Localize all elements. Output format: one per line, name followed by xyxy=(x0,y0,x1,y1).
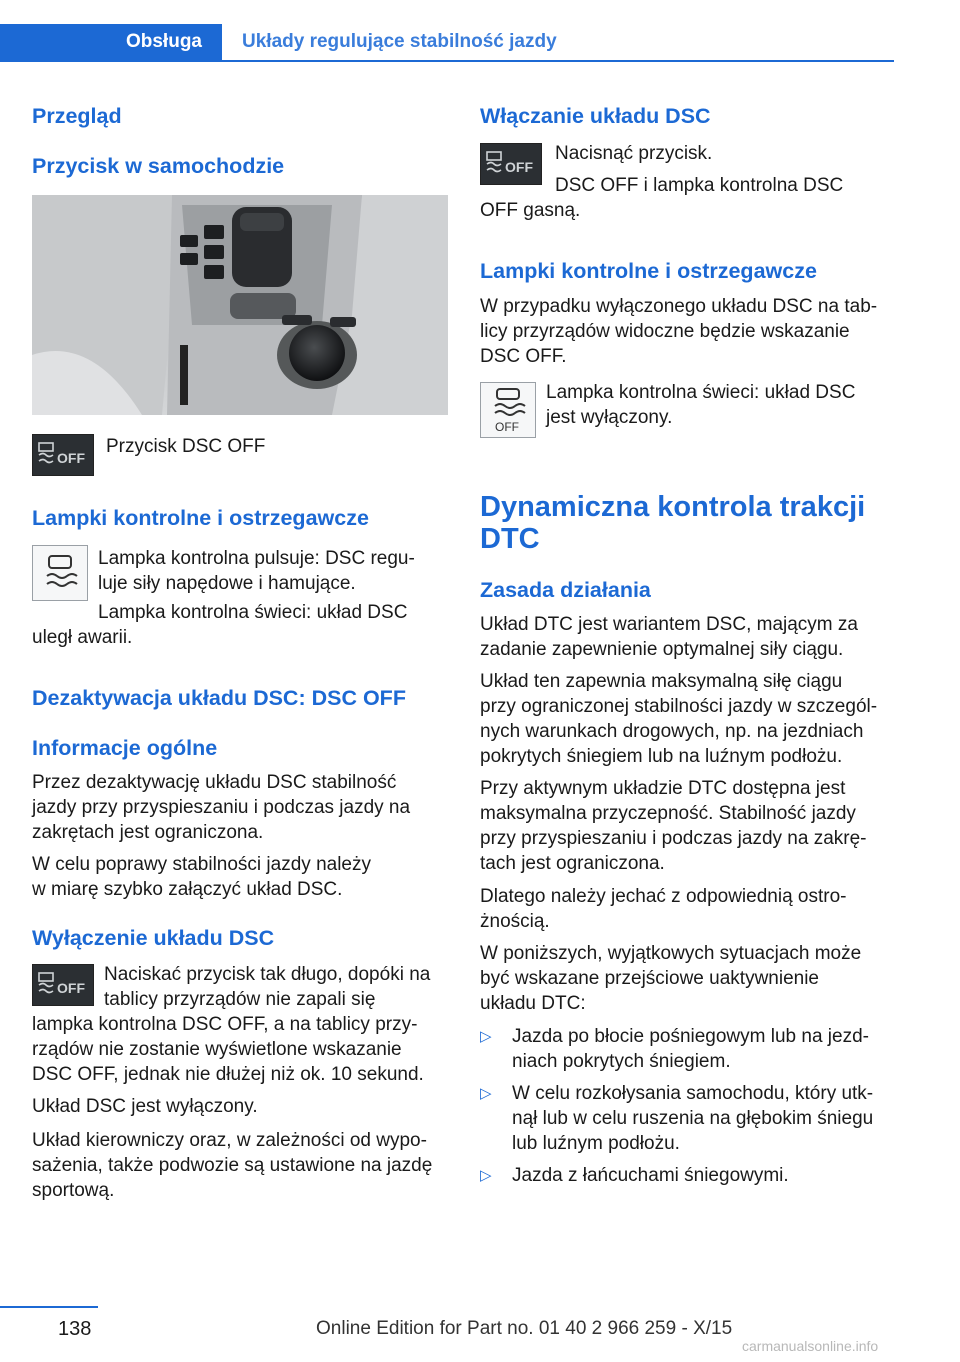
page-header xyxy=(0,24,894,60)
header-topic: Układy regulujące stabilność jazdy xyxy=(242,31,557,52)
dsc-off-lamp-icon xyxy=(480,382,536,438)
general-p2-line-2: w miarę szybko załączyć układ DSC. xyxy=(32,879,343,900)
bullet-arrow-icon: ▷ xyxy=(480,1167,492,1184)
principle-p1-line-1: Układ DTC jest wariantem DSC, mającym za xyxy=(480,614,858,635)
switch-off-line-1: Naciskać przycisk tak długo, dopóki na xyxy=(104,964,431,985)
list-item-text xyxy=(512,1163,892,1188)
switch-off-text-head xyxy=(104,962,450,1012)
general-p1-line-2: jazdy przy przyspieszaniu i podczas jazdy na xyxy=(32,797,411,818)
principle-p3-line-2: maksymalna przyczepność. Stabilność jazdy xyxy=(480,803,856,824)
lamps-text-2-line-1: Lampka kontrolna świeci: układ DSC xyxy=(98,602,408,623)
icon-off-text: OFF xyxy=(57,450,85,466)
principle-paragraph-1 xyxy=(480,612,858,662)
lamps-2-p1-line-1: W przypadku wyłączonego układu DSC na tab‐ xyxy=(480,296,878,317)
principle-p5-line-3: układu DTC: xyxy=(480,993,586,1014)
switch-off-line-2: tablicy przyrządów nie zapali się xyxy=(104,989,376,1010)
principle-p2-line-2: przy ograniczonej stabilności jazdy w szczegól‐ xyxy=(480,696,878,717)
center-console-photo xyxy=(32,195,448,415)
principle-p3-line-3: przy przyspieszaniu i podczas jazdy na zakrę‐ xyxy=(480,828,867,849)
heading-dtc-line-2: DTC xyxy=(480,523,540,555)
heading-overview: Przegląd xyxy=(32,104,122,128)
list-item-line: lub luźnym podłożu. xyxy=(512,1133,680,1154)
bullet-arrow-icon: ▷ xyxy=(480,1085,492,1102)
principle-p4-line-1: Dlatego należy jechać z odpowiednią ostro‐ xyxy=(480,886,847,907)
dsc-off-icon xyxy=(32,434,94,476)
principle-paragraph-2 xyxy=(480,669,877,769)
principle-p4-line-2: żnością. xyxy=(480,911,550,932)
lamps-text-1-line-2: luje siły napędowe i hamujące. xyxy=(98,573,356,594)
list-item-line: Jazda z łańcuchami śniegowymi. xyxy=(512,1165,789,1186)
lamps-2-p2-line-2: jest wyłączony. xyxy=(546,407,673,428)
page-number: 138 xyxy=(58,1318,92,1340)
lamps-2-paragraph-2 xyxy=(546,380,855,430)
principle-p2-line-1: Układ ten zapewnia maksymalną siłę ciągu xyxy=(480,671,843,692)
dsc-off-icon xyxy=(480,143,542,185)
list-item-line: Jazda po błocie pośniegowym lub na jezd‐ xyxy=(512,1026,869,1047)
watermark: carmanualsonline.info xyxy=(742,1338,879,1354)
lamps-text-1-line-1: Lampka kontrolna pulsuje: DSC regu‐ xyxy=(98,548,415,569)
principle-p5-line-2: być wskazane przejściowe uaktywnienie xyxy=(480,968,819,989)
heading-principle: Zasada działania xyxy=(480,578,651,602)
icon-off-text: OFF xyxy=(57,980,85,996)
switch-off-paragraph-3 xyxy=(32,1128,432,1203)
principle-paragraph-3 xyxy=(480,776,867,876)
heading-deactivation: Dezaktywacja układu DSC: DSC OFF xyxy=(32,686,406,710)
switch-on-text-2-line-2: OFF gasną. xyxy=(480,200,581,221)
heading-warning-lamps: Lampki kontrolne i ostrzegawcze xyxy=(32,506,369,530)
heading-button-in-car: Przycisk w samochodzie xyxy=(32,154,285,178)
principle-p3-line-1: Przy aktywnym układzie DTC dostępna jest xyxy=(480,778,846,799)
general-p1-line-1: Przez dezaktywację układu DSC stabilność xyxy=(32,772,397,793)
heading-dtc-line-1: Dynamiczna kontrola trakcji xyxy=(480,491,866,523)
icon-off-text: OFF xyxy=(495,420,519,434)
switch-off-status: Układ DSC jest wyłączony. xyxy=(32,1096,258,1117)
header-section-label: Obsługa xyxy=(125,31,202,52)
icon-off-text: OFF xyxy=(505,159,533,175)
heading-switch-off: Wyłączenie układu DSC xyxy=(32,926,275,950)
header-rule xyxy=(0,60,894,62)
principle-paragraph-4 xyxy=(480,884,847,934)
switch-on-text-1: Nacisnąć przycisk. xyxy=(555,143,713,164)
lamps-2-p2-line-1: Lampka kontrolna świeci: układ DSC xyxy=(546,382,856,403)
lamps-text-2-line-2: uległ awarii. xyxy=(32,627,133,648)
list-item-line: nął lub w celu ruszenia na głębokim śniegu xyxy=(512,1108,874,1129)
list-item-text xyxy=(512,1081,892,1156)
list-item-line: niach pokrytych śniegiem. xyxy=(512,1051,731,1072)
principle-p3-line-4: tach jest ograniczona. xyxy=(480,853,665,874)
dsc-lamp-icon xyxy=(32,545,88,601)
switch-off-line-5: DSC OFF, jednak nie dłużej niż ok. 10 sekund. xyxy=(32,1064,424,1085)
list-item-text xyxy=(512,1024,892,1074)
switch-off-p3-line-3: sportową. xyxy=(32,1180,115,1201)
switch-off-line-4: rządów nie zostanie wyświetlone wskazanie xyxy=(32,1039,402,1060)
heading-dtc xyxy=(480,491,865,555)
list-item-line: W celu rozkołysania samochodu, który utk‐ xyxy=(512,1083,874,1104)
footer-rule xyxy=(0,1306,98,1308)
edition-note: Online Edition for Part no. 01 40 2 966 259 - X/15 xyxy=(316,1318,733,1339)
switch-on-text-2-line-1: DSC OFF i lampka kontrolna DSC xyxy=(555,175,844,196)
general-paragraph-1 xyxy=(32,770,410,845)
switch-off-p3-line-2: sażenia, także podwozie są ustawione na jazdę xyxy=(32,1155,433,1176)
principle-p5-line-1: W poniższych, wyjątkowych sytuacjach może xyxy=(480,943,862,964)
switch-off-text-tail xyxy=(32,1012,424,1087)
principle-paragraph-5 xyxy=(480,941,861,1016)
bullet-arrow-icon: ▷ xyxy=(480,1028,492,1045)
lamps-text-1 xyxy=(98,546,448,596)
general-p2-line-1: W celu poprawy stabilności jazdy należy xyxy=(32,854,371,875)
lamps-2-paragraph-1 xyxy=(480,294,877,369)
principle-p1-line-2: zadanie zapewnienie optymalnej siły ciągu. xyxy=(480,639,844,660)
general-p1-line-3: zakrętach jest ograniczona. xyxy=(32,822,264,843)
switch-off-p3-line-1: Układ kierowniczy oraz, w zależności od wypo‐ xyxy=(32,1130,427,1151)
lamps-2-p1-line-2: licy przyrządów widoczne będzie wskazanie xyxy=(480,321,850,342)
switch-off-line-3: lampka kontrolna DSC OFF, a na tablicy przy‐ xyxy=(32,1014,418,1035)
dsc-off-icon xyxy=(32,964,94,1006)
lamps-2-p1-line-3: DSC OFF. xyxy=(480,346,567,367)
heading-general-info: Informacje ogólne xyxy=(32,736,218,760)
principle-p2-line-3: nych warunkach drogowych, np. na jezdniach xyxy=(480,721,864,742)
general-paragraph-2 xyxy=(32,852,371,902)
heading-switch-on: Włączanie układu DSC xyxy=(480,104,711,128)
principle-p2-line-4: pokrytych śniegiem lub na luźnym podłożu. xyxy=(480,746,843,767)
heading-warning-lamps-2: Lampki kontrolne i ostrzegawcze xyxy=(480,259,817,283)
caption-dsc-off: Przycisk DSC OFF xyxy=(106,436,266,457)
